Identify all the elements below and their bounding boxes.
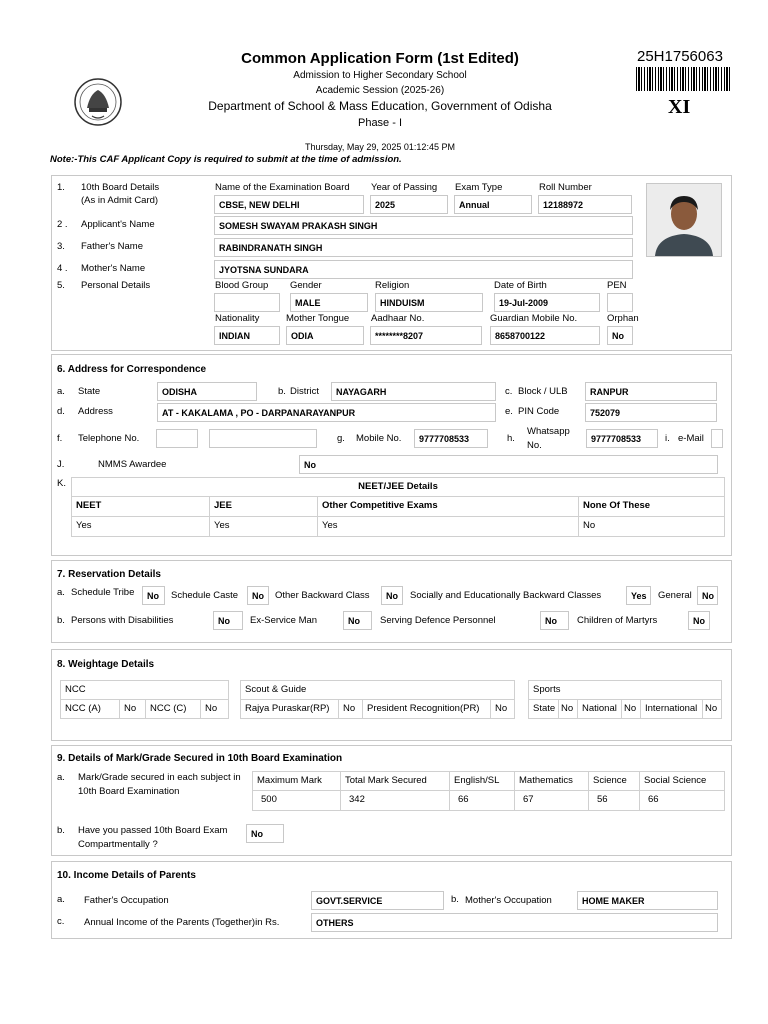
row-letter: a. (57, 894, 65, 905)
marks-label-2: 10th Board Examination (78, 786, 180, 797)
exam-type-field: Annual (454, 195, 532, 214)
neet-value: Yes (71, 516, 210, 537)
mother-tongue-field: ODIA (286, 326, 364, 345)
neet-header: NEET (71, 496, 210, 517)
row-letter: a. (57, 772, 65, 783)
other-exams-value: Yes (317, 516, 579, 537)
ncc-c-label: NCC (C) (145, 699, 201, 719)
email-field (711, 429, 723, 448)
sports-state-label: State (528, 699, 559, 719)
mother-name-field: JYOTSNA SUNDARA (214, 260, 633, 279)
religion-field: HINDUISM (375, 293, 483, 312)
department: Department of School & Mass Education, Government of Odisha (208, 99, 552, 113)
whatsapp-label-2: No. (527, 440, 542, 451)
applicant-name-field: SOMESH SWAYAM PRAKASH SINGH (214, 216, 633, 235)
state-field: ODISHA (157, 382, 257, 401)
max-mark-value: 500 (252, 790, 341, 811)
sports-international-value: No (702, 699, 722, 719)
pr-label: President Recognition(PR) (362, 699, 491, 719)
row-number: 4 . (57, 263, 68, 274)
roll-label: Roll Number (539, 182, 592, 193)
mobile-field: 9777708533 (414, 429, 488, 448)
aadhaar-field: ********8207 (370, 326, 482, 345)
sports-international-label: International (640, 699, 703, 719)
section-6-title: 6. Address for Correspondence (57, 364, 207, 375)
row-letter: g. (337, 433, 345, 444)
mother-occupation-field: HOME MAKER (577, 891, 718, 910)
form-title: Common Application Form (1st Edited) (241, 50, 519, 67)
row-letter: a. (57, 386, 65, 397)
barcode (636, 67, 730, 91)
children-of-martyrs-label: Children of Martyrs (577, 615, 658, 626)
telephone-number-field (209, 429, 317, 448)
exam-board-label: Name of the Examination Board (215, 182, 350, 193)
sports-state-value: No (558, 699, 578, 719)
schedule-caste-field: No (247, 586, 269, 605)
state-label: State (78, 386, 101, 397)
address-field: AT - KAKALAMA , PO - DARPANARAYANPUR (157, 403, 496, 422)
row-letter: b. (57, 825, 65, 836)
general-field: No (697, 586, 718, 605)
mobile-label: Mobile No. (356, 433, 402, 444)
schedule-tribe-label: Schedule Tribe (71, 587, 135, 598)
father-name-label: Father's Name (81, 241, 144, 252)
district-label: District (290, 386, 320, 397)
father-occupation-field: GOVT.SERVICE (311, 891, 444, 910)
class-label: XI (668, 96, 691, 118)
row-letter: f. (57, 433, 63, 444)
rp-value: No (338, 699, 363, 719)
row-letter: K. (57, 478, 66, 489)
pr-value: No (490, 699, 515, 719)
row-letter: c. (505, 386, 513, 397)
social-science-value: 66 (639, 790, 725, 811)
mother-occupation-label: Mother's Occupation (465, 895, 552, 906)
science-value: 56 (588, 790, 640, 811)
total-mark-header: Total Mark Secured (340, 771, 450, 791)
row-number: 1. (57, 182, 65, 193)
compartment-field: No (246, 824, 284, 843)
subtitle-1: Admission to Higher Secondary School (293, 70, 467, 81)
row-letter: b. (57, 615, 65, 626)
max-mark-header: Maximum Mark (252, 771, 341, 791)
year-field: 2025 (370, 195, 448, 214)
jee-header: JEE (209, 496, 318, 517)
nmms-label: NMMS Awardee (98, 459, 167, 470)
nmms-field: No (299, 455, 718, 474)
applicant-photo (646, 183, 722, 257)
social-science-header: Social Science (639, 771, 725, 791)
telephone-std-field (156, 429, 198, 448)
ex-serviceman-label: Ex-Service Man (250, 615, 318, 626)
scout-header: Scout & Guide (240, 680, 515, 700)
religion-label: Religion (375, 280, 410, 291)
father-name-field: RABINDRANATH SINGH (214, 238, 633, 257)
sports-header: Sports (528, 680, 722, 700)
section-8-title: 8. Weightage Details (57, 659, 155, 670)
application-id: 25H1756063 (637, 48, 723, 65)
dob-field: 19-Jul-2009 (494, 293, 600, 312)
compartment-label-2: Compartmentally ? (78, 839, 158, 850)
pen-field (607, 293, 633, 312)
row-number: 5. (57, 280, 65, 291)
address-label: Address (78, 406, 113, 417)
row-letter: b. (451, 894, 459, 905)
orphan-label: Orphan (607, 313, 639, 324)
total-mark-value: 342 (340, 790, 450, 811)
year-label: Year of Passing (371, 182, 438, 193)
english-header: English/SL (449, 771, 515, 791)
pwd-field: No (213, 611, 243, 630)
row-letter: d. (57, 406, 65, 417)
email-label: e-Mail (678, 433, 704, 444)
roll-field: 12188972 (538, 195, 632, 214)
mother-name-label: Mother's Name (81, 263, 146, 274)
serving-defence-field: No (540, 611, 569, 630)
none-value: No (578, 516, 725, 537)
row-letter: b. (278, 386, 286, 397)
applicant-name-label: Applicant's Name (81, 219, 155, 230)
row-letter: h. (507, 433, 515, 444)
row-number: 3. (57, 241, 65, 252)
pin-field: 752079 (585, 403, 717, 422)
none-header: None Of These (578, 496, 725, 517)
children-of-martyrs-field: No (688, 611, 710, 630)
sports-national-value: No (621, 699, 641, 719)
section-9-title: 9. Details of Mark/Grade Secured in 10th Board Examination (57, 753, 343, 764)
obc-label: Other Backward Class (275, 590, 370, 601)
row-letter: c. (57, 916, 65, 927)
gender-field: MALE (290, 293, 368, 312)
section-7-title: 7. Reservation Details (57, 569, 161, 580)
guardian-mobile-field: 8658700122 (490, 326, 600, 345)
ex-serviceman-field: No (343, 611, 372, 630)
sports-national-label: National (577, 699, 622, 719)
exam-board-field: CBSE, NEW DELHI (214, 195, 364, 214)
mathematics-value: 67 (514, 790, 589, 811)
district-field: NAYAGARH (331, 382, 496, 401)
annual-income-label: Annual Income of the Parents (Together)in Rs. (84, 917, 280, 928)
personal-details-label: Personal Details (81, 280, 151, 291)
sebc-label: Socially and Educationally Backward Classes (410, 590, 602, 601)
row-letter: i. (665, 433, 670, 444)
neet-jee-title: NEET/JEE Details (71, 477, 725, 497)
jee-value: Yes (209, 516, 318, 537)
blood-group-label: Blood Group (215, 280, 269, 291)
general-label: General (658, 590, 692, 601)
row-letter: J. (57, 459, 65, 470)
telephone-label: Telephone No. (78, 433, 140, 444)
obc-field: No (381, 586, 403, 605)
board-details-label: 10th Board Details (81, 182, 160, 193)
gender-label: Gender (290, 280, 322, 291)
other-exams-header: Other Competitive Exams (317, 496, 579, 517)
nationality-field: INDIAN (214, 326, 280, 345)
ncc-header: NCC (60, 680, 229, 700)
science-header: Science (588, 771, 640, 791)
aadhaar-label: Aadhaar No. (371, 313, 425, 324)
row-number: 2 . (57, 219, 68, 230)
note: Note:-This CAF Applicant Copy is required to submit at the time of admission. (50, 154, 402, 165)
nationality-label: Nationality (215, 313, 260, 324)
blood-group-field (214, 293, 280, 312)
sebc-field: Yes (626, 586, 651, 605)
row-letter: e. (505, 406, 513, 417)
row-letter: a. (57, 587, 65, 598)
block-label: Block / ULB (518, 386, 568, 397)
guardian-mobile-label: Guardian Mobile No. (490, 313, 578, 324)
phase: Phase - I (357, 117, 403, 129)
ncc-a-value: No (119, 699, 146, 719)
serving-defence-label: Serving Defence Personnel (380, 615, 496, 626)
whatsapp-label: Whatsapp (527, 426, 570, 437)
schedule-tribe-field: No (142, 586, 165, 605)
english-value: 66 (449, 790, 515, 811)
block-field: RANPUR (585, 382, 717, 401)
pwd-label: Persons with Disabilities (71, 615, 174, 626)
board-details-sublabel: (As in Admit Card) (81, 195, 159, 206)
father-occupation-label: Father's Occupation (84, 895, 169, 906)
subtitle-2: Academic Session (2025-26) (315, 85, 445, 96)
dob-label: Date of Birth (494, 280, 547, 291)
section-10-title: 10. Income Details of Parents (57, 870, 196, 881)
schedule-caste-label: Schedule Caste (171, 590, 239, 601)
annual-income-field: OTHERS (311, 913, 718, 932)
rp-label: Rajya Puraskar(RP) (240, 699, 339, 719)
orphan-field: No (607, 326, 633, 345)
pin-label: PIN Code (518, 406, 560, 417)
pen-label: PEN (607, 280, 627, 291)
mathematics-header: Mathematics (514, 771, 589, 791)
print-datetime: Thursday, May 29, 2025 01:12:45 PM (305, 142, 455, 152)
ncc-c-value: No (200, 699, 229, 719)
ncc-a-label: NCC (A) (60, 699, 120, 719)
marks-label: Mark/Grade secured in each subject in (78, 772, 241, 783)
compartment-label: Have you passed 10th Board Exam (78, 825, 228, 836)
mother-tongue-label: Mother Tongue (286, 313, 350, 324)
exam-type-label: Exam Type (455, 182, 503, 193)
whatsapp-field: 9777708533 (586, 429, 658, 448)
